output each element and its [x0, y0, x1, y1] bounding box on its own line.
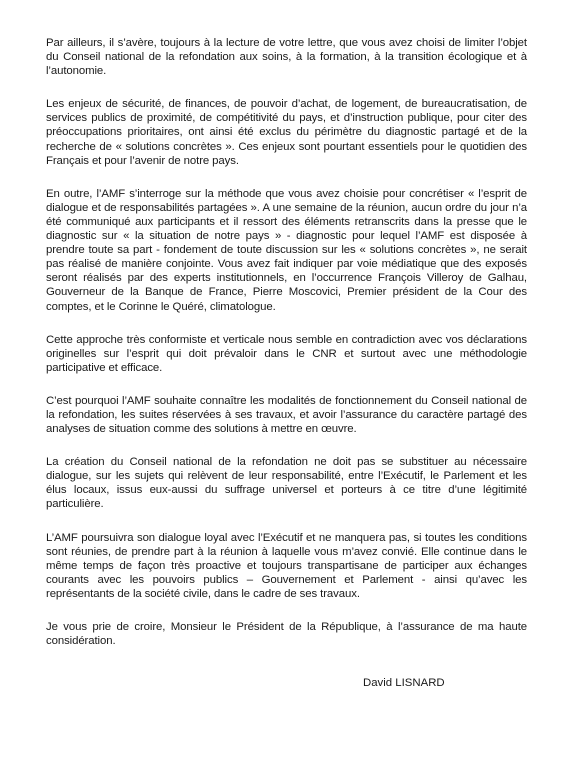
paragraph-dialogue: La création du Conseil national de la refondation ne doit pas se substituer au nécessaire dialogue, sur les sujets qui relèvent de leur responsabilité, entre l’Exécutif, le Parlement et les élus locaux, issus eux-aussi du suffrage universel et porteurs à ce titre d’une légitimité particulière.	[46, 456, 527, 511]
paragraph-method: En outre, l’AMF s’interroge sur la méthode que vous avez choisie pour concrétiser « l’esprit de dialogue et de responsabilités partagées ». A une semaine de la réunion, aucun ordre du jour n’a été communiqué aux participants et il ressort des éléments retranscrits dans la presse que le diagnostic sur « la situation de notre pays » - diagnostic pour lequel l’AMF est disposée à prendre toute sa part - fondement de toute discussion sur les « solutions concrètes », ne serait pas réalisé de manière conjointe. Vous avez fait indiquer par voie médiatique que des exposés seront réalisés par des experts institutionnels, en l’occurrence François Villeroy de Galhau, Gouverneur de la Banque de France, Pierre Moscovici, Premier président de la Cour des comptes, et le Corinne le Quéré, climatologue.	[46, 187, 527, 313]
signature: David LISNARD	[363, 677, 445, 689]
paragraph-scope: Par ailleurs, il s’avère, toujours à la lecture de votre lettre, que vous avez choisi de limiter l’objet du Conseil national de la refondation aux soins, à la formation, à la transition écologique et à l’autonomie.	[46, 37, 527, 78]
paragraph-closing: Je vous prie de croire, Monsieur le Président de la République, à l’assurance de ma haute considération.	[46, 621, 527, 648]
letter-body	[46, 36, 527, 667]
paragraph-continuation: L’AMF poursuivra son dialogue loyal avec l’Exécutif et ne manquera pas, si toutes les conditions sont réunies, de prendre part à la réunion à laquelle vous m’avez convié. Elle continue dans le même temps de façon très proactive et toujours transpartisane de participer aux échanges courants avec les pouvoirs publics – Gouvernement et Parlement - ainsi qu’avec les représentants de la société civile, dans le cadre de ses travaux.	[46, 531, 527, 600]
paragraph-excluded-issues: Les enjeux de sécurité, de finances, de pouvoir d’achat, de logement, de bureaucratisation, de services publics de proximité, de compétitivité du pays, et d’instruction publique, pour citer des préoccupations prioritaires, ont ainsi été exclus du périmètre du diagnostic partagé et de la recherche de « solutions concrètes ». Ces enjeux sont pourtant essentiels pour le quotidien des Français et pour l’avenir de notre pays.	[46, 98, 527, 167]
paragraph-request: C’est pourquoi l’AMF souhaite connaître les modalités de fonctionnement du Conseil national de la refondation, les suites réservées à ses travaux, et avoir l’assurance du caractère partagé des analyses de situation comme des solutions à mettre en œuvre.	[46, 394, 527, 436]
paragraph-approach: Cette approche très conformiste et verticale nous semble en contradiction avec vos déclarations originelles sur l’esprit qui doit prévaloir dans le CNR et surtout avec une méthodologie participative et efficace.	[46, 333, 527, 374]
